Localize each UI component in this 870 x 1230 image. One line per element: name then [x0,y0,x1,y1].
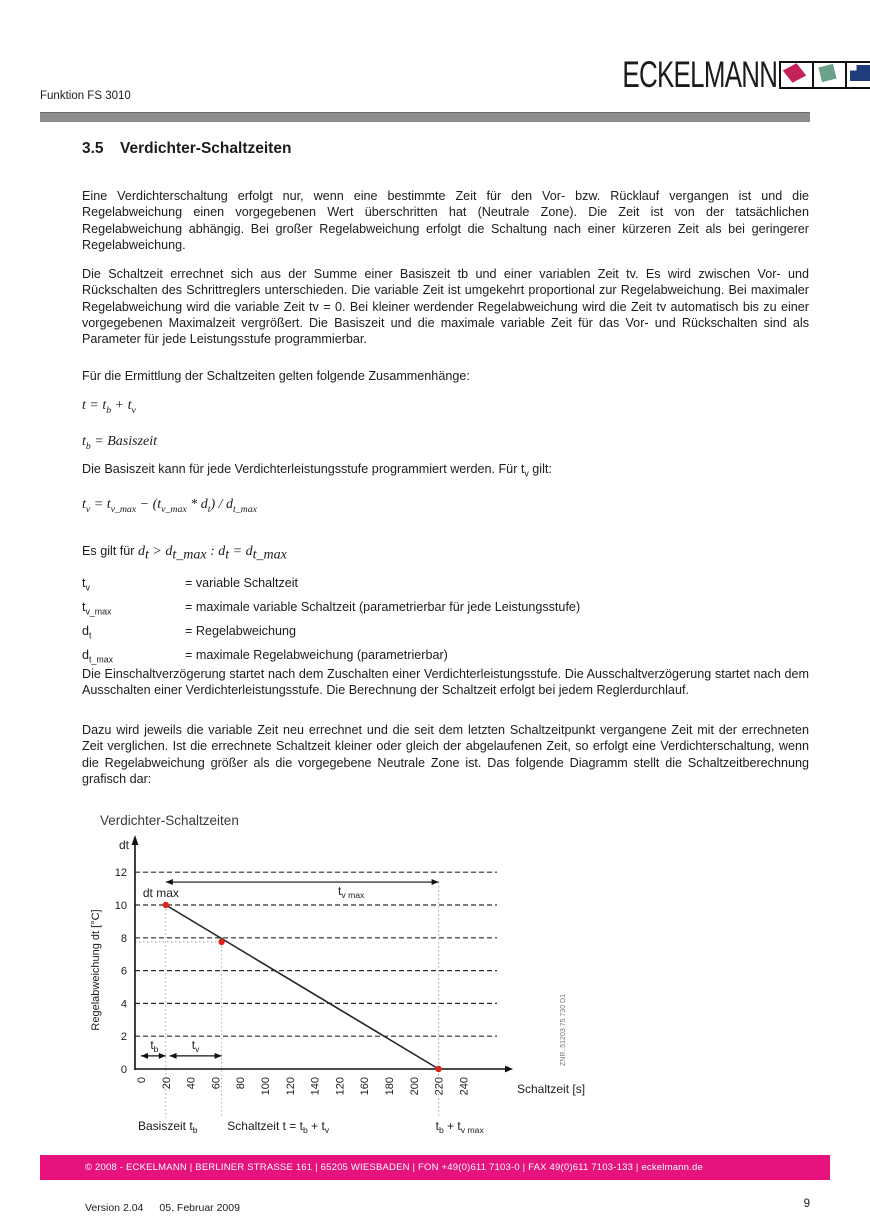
svg-text:tb + tv max: $t_b + t_{v max}$ [435,1119,484,1135]
eckelmann-logo [556,56,870,93]
svg-text:Basiszeit tb: Basiszeit $t_b$ [138,1119,198,1135]
condition-line: Es gilt für $d_t > d_{t\_max}$ : $d_t = d_{t\_max}$ [82,544,287,563]
schaltzeit-chart-svg [85,808,615,1148]
svg-text:240: 240 [458,1077,471,1096]
definition-text: = maximale Regelabweichung (parametrierbar) [185,648,448,662]
schaltzeit-chart [85,808,615,1148]
svg-text:120: 120 [284,1077,297,1096]
svg-text:Schaltzeit t = tb + tv: Schaltzeit $t = t_b + t_v$ [227,1119,330,1135]
section-heading [82,140,291,158]
version-date: 05. Februar 2009 [159,1202,240,1214]
svg-text:60: 60 [210,1077,223,1090]
definition-symbol: $d_t$ [82,624,92,641]
svg-text:2: 2 [120,1031,127,1044]
logo-navy-corner-icon [845,61,870,89]
paragraph-4: Die Basiszeit kann für jede Verdichterleistungsstufe programmiert werden. Für $t_v$ gilt: [82,462,552,479]
symbol-definitions [82,576,809,672]
svg-text:0: 0 [136,1077,148,1084]
series-line [166,905,439,1069]
svg-text:100: 100 [260,1077,272,1096]
page-number: 9 [803,1198,810,1210]
svg-text:Regelabweichung dt [°C]: Regelabweichung dt [°C] [90,909,102,1031]
dimension-arrows [141,879,439,1059]
header-rule-bar [40,112,810,122]
svg-text:dt max: dt max [142,886,179,900]
definition-text: = maximale variable Schaltzeit (parametrierbar für jede Leistungsstufe) [185,600,581,614]
svg-text:120: 120 [334,1077,347,1096]
bottom-labels [138,1119,484,1135]
version-line [85,1202,240,1214]
definition-row [82,624,809,648]
svg-text:160: 160 [359,1077,372,1096]
logo-green-square-icon [812,61,847,89]
x-tick-labels [136,1077,470,1095]
svg-text:tb: $t_b$ [150,1037,159,1054]
svg-text:180: 180 [384,1077,396,1096]
definition-row [82,600,809,624]
svg-text:140: 140 [309,1077,322,1096]
definition-symbol: $d_{t\_max}$ [82,648,114,665]
logo-magenta-diamond-icon [779,61,814,89]
definition-symbol: $t_v$ [82,576,90,593]
svg-text:80: 80 [235,1077,248,1090]
svg-text:6: 6 [120,965,127,978]
section-title: Verdichter-Schaltzeiten [120,140,292,157]
svg-text:Verdichter-Schaltzeiten: Verdichter-Schaltzeiten [100,813,239,828]
svg-text:4: 4 [120,998,127,1011]
svg-text:tv: $t_v$ [191,1037,200,1054]
definition-text: = variable Schaltzeit [185,576,299,590]
svg-text:10: 10 [114,900,127,912]
svg-text:dt: dt [118,838,129,852]
svg-text:0: 0 [120,1064,127,1076]
definition-row [82,576,809,600]
formula-tv: $t_v = t_{v\_max} - (t_{v\_max} * d_t) / d_{t\_max}$ [82,497,257,515]
svg-text:tv max: $t_{v max}$ [338,884,365,901]
svg-text:220: 220 [433,1077,446,1096]
version-label: Version 2.04 [85,1202,144,1214]
paragraph-7: Dazu wird jeweils die variable Zeit neu errechnet und die seit dem letzten Schaltzeitpunkt vergangene Zeit mit der errechneten Zeit verglichen. Ist die errechnete Schaltzeit kleiner oder gleich der abgelaufenen Zeit, so erfolgt eine Verdichterschaltung, wenn die Regelabweichung größer als die vorgegebene Neutrale Zone ist. Das folgende Diagramm stellt die Schaltzeitberechnung grafisch dar: [82,723,809,786]
paragraph-1: Eine Verdichterschaltung erfolgt nur, wenn eine bestimmte Zeit für den Vor- bzw. Rücklauf vergangen ist und die Regelabweichung einen vorgegebenen Wert überschritten hat (Neutrale Zone). Die Zeit ist von der tatsächlichen Regelabweichung abhängig. Bei großer Regelabweichung erfolgt die Schaltung nach einer kürzeren Zeit als bei geringerer Regelabweichung. [82,189,809,252]
svg-text:8: 8 [120,932,127,945]
svg-text:40: 40 [185,1077,198,1090]
paragraph-6: Die Einschaltverzögerung startet nach dem Zuschalten einer Verdichterleistungsstufe. Die Ausschaltverzögerung startet nach dem Ausschalten einer Verdichterleistungsstufe. Die Berechnung der Schaltzeit erfolgt bei jedem Reglerdurchlauf. [82,667,809,698]
svg-text:20: 20 [160,1077,173,1090]
logo-boxes [781,61,870,89]
svg-text:ZNR. 51203 75 730 D1: ZNR. 51203 75 730 D1 [560,994,567,1066]
svg-text:12: 12 [114,867,127,880]
section-number: 3.5 [82,140,104,157]
paragraph-2: Die Schaltzeit errechnet sich aus der Summe einer Basiszeit tb und einer variablen Zeit tv. Es wird zwischen Vor- und Rückschalten des Schrittreglers unterschieden. Die variable Zeit ist umgekehrt proportional zur Regelabweichung. Bei maximaler Regelabweichung wird die variable Zeit tv = 0. Bei kleiner werdender Regelabweichung wird die Zeit tv automatisch bis zu einer vorgegebenen Maximalzeit vergrößert. Die Basiszeit und die maximale variable Zeit für das Vor- und Rückschalten sind als Parameter für jede Leistungsstufe programmierbar. [82,267,809,347]
definition-text: = Regelabweichung [185,624,296,638]
svg-text:Schaltzeit [s]: Schaltzeit [s] [517,1082,586,1096]
paragraph-3: Für die Ermittlung der Schaltzeiten gelten folgende Zusammenhänge: [82,369,470,383]
formula-t-sum: $t = t_b + t_v$ [82,398,136,416]
axes [90,835,585,1096]
doc-label: Funktion FS 3010 [40,90,131,102]
formula-tb-basiszeit: $t_b$ = Basiszeit [82,434,158,452]
footer-address-bar: © 2008 - ECKELMANN | BERLINER STRASSE 161 | 65205 WIESBADEN | FON +49(0)611 7103-0 | FAX 49(0)611 7103-133 | eckelmann.de [40,1155,830,1180]
logo-wordmark: ECKELMANN [622,54,778,95]
definition-symbol: $t_{v\_max}$ [82,600,112,617]
svg-text:200: 200 [408,1077,421,1096]
